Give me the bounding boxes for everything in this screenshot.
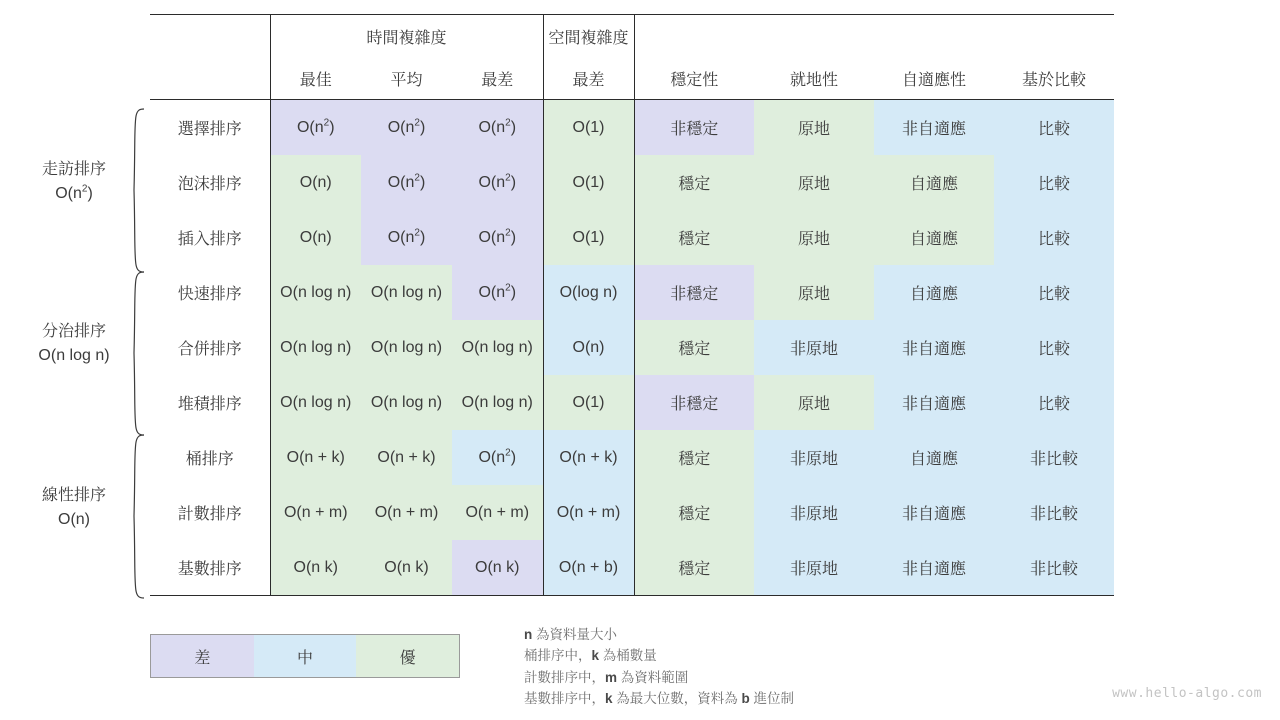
comparison-table (150, 14, 1114, 596)
row-label: 快速排序 (177, 286, 242, 303)
row-group-label-linear (14, 484, 134, 532)
cell-text: 穩定 (678, 231, 711, 248)
cell-space (543, 210, 634, 265)
cell-best (270, 320, 361, 375)
table-row (150, 265, 1114, 320)
cell-inplace (754, 100, 874, 156)
row-label: 選擇排序 (177, 121, 242, 138)
cell-text: 穩定 (678, 341, 711, 358)
cell-average (361, 210, 452, 265)
cell-stability (634, 430, 754, 485)
cell-text: 非比較 (1029, 561, 1078, 578)
cell-text: 非自適應 (901, 341, 966, 358)
row-group-label-divide-conquer (14, 320, 134, 368)
row-label: 桶排序 (185, 451, 234, 468)
note-symbol: n (524, 627, 533, 642)
cell-text: 自適應 (909, 231, 958, 248)
header-col-stability: 穩定性 (634, 57, 754, 100)
cell-stability (634, 265, 754, 320)
brace-group-2 (122, 271, 146, 436)
cell-text: O(n k) (475, 558, 520, 576)
cell-best (270, 210, 361, 265)
cell-text: O(n + b) (558, 558, 619, 576)
cell-average (361, 320, 452, 375)
cell-inplace (754, 430, 874, 485)
row-group-complexity: O(n) (58, 511, 90, 528)
header-comparison-blank (994, 15, 1114, 58)
brace-group-1 (122, 108, 146, 273)
cell-text: O(n log n) (370, 393, 443, 411)
cell-text: O(n log n) (280, 393, 352, 411)
header-stability-blank (634, 15, 754, 58)
table-header-column-row (150, 57, 1114, 100)
table-row (150, 320, 1114, 375)
note-line-1 (524, 624, 794, 645)
cell-adaptive (874, 265, 994, 320)
cell-text: $O(n^2)$ (387, 172, 426, 191)
header-col-best: 最佳 (270, 57, 361, 100)
cell-average (361, 430, 452, 485)
cell-space (543, 155, 634, 210)
cell-text: 非原地 (789, 506, 838, 523)
header-space-complexity: 空間複雜度 (543, 15, 634, 58)
cell-text: 自適應 (909, 176, 958, 193)
cell-text: O(n) (572, 338, 605, 356)
cell-text: 穩定 (678, 451, 711, 468)
header-adaptive-blank (874, 15, 994, 58)
cell-text: 非比較 (1029, 451, 1078, 468)
header-col-inplace: 就地性 (754, 57, 874, 100)
cell-text: 非原地 (789, 561, 838, 578)
cell-inplace (754, 540, 874, 596)
cell-text: O(n log n) (461, 338, 533, 356)
row-group-complexity: $O(n^2)$ (55, 183, 93, 202)
cell-space (543, 375, 634, 430)
cell-best (270, 265, 361, 320)
cell-text: 非原地 (789, 451, 838, 468)
legend-item-mid: 中 (254, 635, 357, 677)
cell-text: O(n + m) (374, 503, 439, 521)
cell-text: O(n + m) (556, 503, 621, 521)
cell-inplace (754, 155, 874, 210)
cell-adaptive (874, 320, 994, 375)
cell-text: 原地 (797, 121, 830, 138)
cell-adaptive (874, 155, 994, 210)
note-text: 進位制 (749, 690, 795, 706)
cell-stability (634, 540, 754, 596)
cell-text: 原地 (797, 231, 830, 248)
row-group-name: 分治排序 (41, 323, 106, 340)
cell-text: 非自適應 (901, 121, 966, 138)
cell-text: 穩定 (678, 506, 711, 523)
header-col-comparison: 基於比較 (994, 57, 1114, 100)
cell-text: 原地 (797, 396, 830, 413)
cell-worst (452, 155, 543, 210)
table-row (150, 210, 1114, 265)
cell-text: $O(n^2)$ (296, 117, 335, 136)
cell-text: O(1) (572, 228, 605, 246)
cell-comparison (994, 430, 1114, 485)
notes (524, 624, 794, 709)
cell-text: O(n log n) (370, 283, 443, 301)
cell-text: 比較 (1037, 286, 1070, 303)
cell-adaptive (874, 485, 994, 540)
cell-space (543, 265, 634, 320)
row-label: 計數排序 (177, 506, 242, 523)
table-header-group-row (150, 15, 1114, 58)
cell-text: 穩定 (678, 561, 711, 578)
cell-text: O(n k) (293, 558, 338, 576)
cell-comparison (994, 320, 1114, 375)
cell-best (270, 155, 361, 210)
row-label: 插入排序 (177, 231, 242, 248)
cell-text: O(n + k) (286, 448, 345, 466)
cell-average (361, 485, 452, 540)
table-row (150, 430, 1114, 485)
cell-text: 非穩定 (670, 286, 719, 303)
note-line-3 (524, 667, 794, 688)
cell-text: 自適應 (909, 286, 958, 303)
note-symbol: b (741, 690, 750, 706)
cell-text: 比較 (1037, 231, 1070, 248)
header-col-space-worst: 最差 (543, 57, 634, 100)
cell-text: $O(n^2)$ (478, 282, 517, 301)
cell-average (361, 155, 452, 210)
cell-space (543, 100, 634, 156)
cell-text: 比較 (1037, 176, 1070, 193)
cell-text: $O(n^2)$ (478, 227, 517, 246)
cell-best (270, 485, 361, 540)
cell-space (543, 430, 634, 485)
note-line-4 (524, 688, 794, 709)
cell-comparison (994, 155, 1114, 210)
cell-adaptive (874, 430, 994, 485)
cell-text: 非穩定 (670, 121, 719, 138)
row-group-label-traversal (14, 158, 134, 206)
cell-text: 非自適應 (901, 506, 966, 523)
cell-space (543, 540, 634, 596)
row-label: 堆積排序 (177, 396, 242, 413)
cell-text: 比較 (1037, 396, 1070, 413)
note-symbol: m (605, 669, 618, 685)
note-text: 為最大位數，資料為 (612, 690, 742, 706)
cell-text: 原地 (797, 176, 830, 193)
header-name-cell (150, 57, 270, 100)
cell-average (361, 100, 452, 156)
cell-average (361, 540, 452, 596)
cell-stability (634, 320, 754, 375)
cell-comparison (994, 265, 1114, 320)
cell-inplace (754, 485, 874, 540)
header-time-complexity: 時間複雜度 (270, 15, 543, 58)
cell-text: O(log n) (559, 283, 618, 301)
note-text: 為桶數量 (599, 648, 657, 664)
cell-best (270, 540, 361, 596)
cell-comparison (994, 210, 1114, 265)
table-row (150, 485, 1114, 540)
legend-item-good: 優 (356, 635, 459, 677)
cell-stability (634, 155, 754, 210)
header-col-adaptive: 自適應性 (874, 57, 994, 100)
cell-text: O(1) (572, 173, 605, 191)
cell-best (270, 375, 361, 430)
cell-text: O(n log n) (280, 338, 352, 356)
cell-adaptive (874, 210, 994, 265)
cell-text: O(n log n) (461, 393, 533, 411)
cell-text: 非穩定 (670, 396, 719, 413)
note-text: 為資料範圍 (617, 669, 689, 685)
legend-item-bad: 差 (151, 635, 254, 677)
cell-worst (452, 375, 543, 430)
cell-worst (452, 320, 543, 375)
cell-inplace (754, 375, 874, 430)
cell-best (270, 430, 361, 485)
header-col-worst: 最差 (452, 57, 543, 100)
cell-worst (452, 210, 543, 265)
cell-stability (634, 485, 754, 540)
cell-text: O(1) (572, 393, 605, 411)
row-group-complexity: O(n log n) (38, 347, 110, 364)
brace-group-3 (122, 434, 146, 599)
cell-stability (634, 375, 754, 430)
cell-text: 非比較 (1029, 506, 1078, 523)
cell-comparison (994, 100, 1114, 156)
cell-text: $O(n^2)$ (478, 447, 517, 466)
header-inplace-blank (754, 15, 874, 58)
cell-stability (634, 210, 754, 265)
cell-comparison (994, 375, 1114, 430)
cell-stability (634, 100, 754, 156)
cell-space (543, 485, 634, 540)
row-label: 泡沫排序 (177, 176, 242, 193)
cell-space (543, 320, 634, 375)
note-text: 為資料量大小 (532, 627, 618, 642)
cell-text: $O(n^2)$ (478, 172, 517, 191)
note-symbol: k (605, 690, 613, 706)
cell-text: O(n + k) (559, 448, 618, 466)
cell-text: O(n log n) (280, 283, 352, 301)
cell-worst (452, 265, 543, 320)
cell-comparison (994, 485, 1114, 540)
watermark: www.hello-algo.com (1112, 686, 1262, 701)
row-group-name: 線性排序 (41, 487, 106, 504)
cell-adaptive (874, 100, 994, 156)
cell-text: $O(n^2)$ (387, 227, 426, 246)
note-text: 基數排序中， (524, 690, 605, 706)
table-row (150, 100, 1114, 156)
cell-adaptive (874, 375, 994, 430)
cell-text: O(n) (299, 173, 332, 191)
cell-text: 自適應 (909, 451, 958, 468)
cell-text: O(n) (299, 228, 332, 246)
cell-text: O(n + m) (283, 503, 348, 521)
cell-text: $O(n^2)$ (387, 117, 426, 136)
note-symbol: k (591, 648, 600, 664)
cell-text: O(n log n) (370, 338, 443, 356)
cell-comparison (994, 540, 1114, 596)
row-group-name: 走訪排序 (41, 161, 106, 178)
header-corner-cell (150, 15, 270, 58)
legend (150, 634, 460, 678)
cell-worst (452, 540, 543, 596)
cell-text: O(1) (572, 118, 605, 136)
cell-text: O(n + m) (465, 503, 530, 521)
table-row (150, 540, 1114, 596)
cell-text: 穩定 (678, 176, 711, 193)
cell-worst (452, 100, 543, 156)
row-label: 基數排序 (150, 540, 270, 596)
note-text: 桶排序中， (524, 648, 592, 664)
cell-average (361, 375, 452, 430)
cell-worst (452, 430, 543, 485)
cell-inplace (754, 210, 874, 265)
cell-inplace (754, 265, 874, 320)
cell-adaptive (874, 540, 994, 596)
cell-text: 非自適應 (901, 561, 966, 578)
cell-inplace (754, 320, 874, 375)
table-row (150, 375, 1114, 430)
cell-average (361, 265, 452, 320)
cell-text: O(n + k) (377, 448, 436, 466)
cell-text: 比較 (1037, 121, 1070, 138)
note-text: 計數排序中， (524, 669, 605, 685)
note-line-2 (524, 645, 794, 666)
table-row (150, 155, 1114, 210)
cell-text: $O(n^2)$ (478, 117, 517, 136)
header-col-average: 平均 (361, 57, 452, 100)
cell-worst (452, 485, 543, 540)
cell-text: 比較 (1037, 341, 1070, 358)
cell-text: O(n k) (384, 558, 429, 576)
cell-best (270, 100, 361, 156)
cell-text: 非自適應 (901, 396, 966, 413)
row-label: 合併排序 (177, 341, 242, 358)
cell-text: 原地 (797, 286, 830, 303)
cell-text: 非原地 (789, 341, 838, 358)
